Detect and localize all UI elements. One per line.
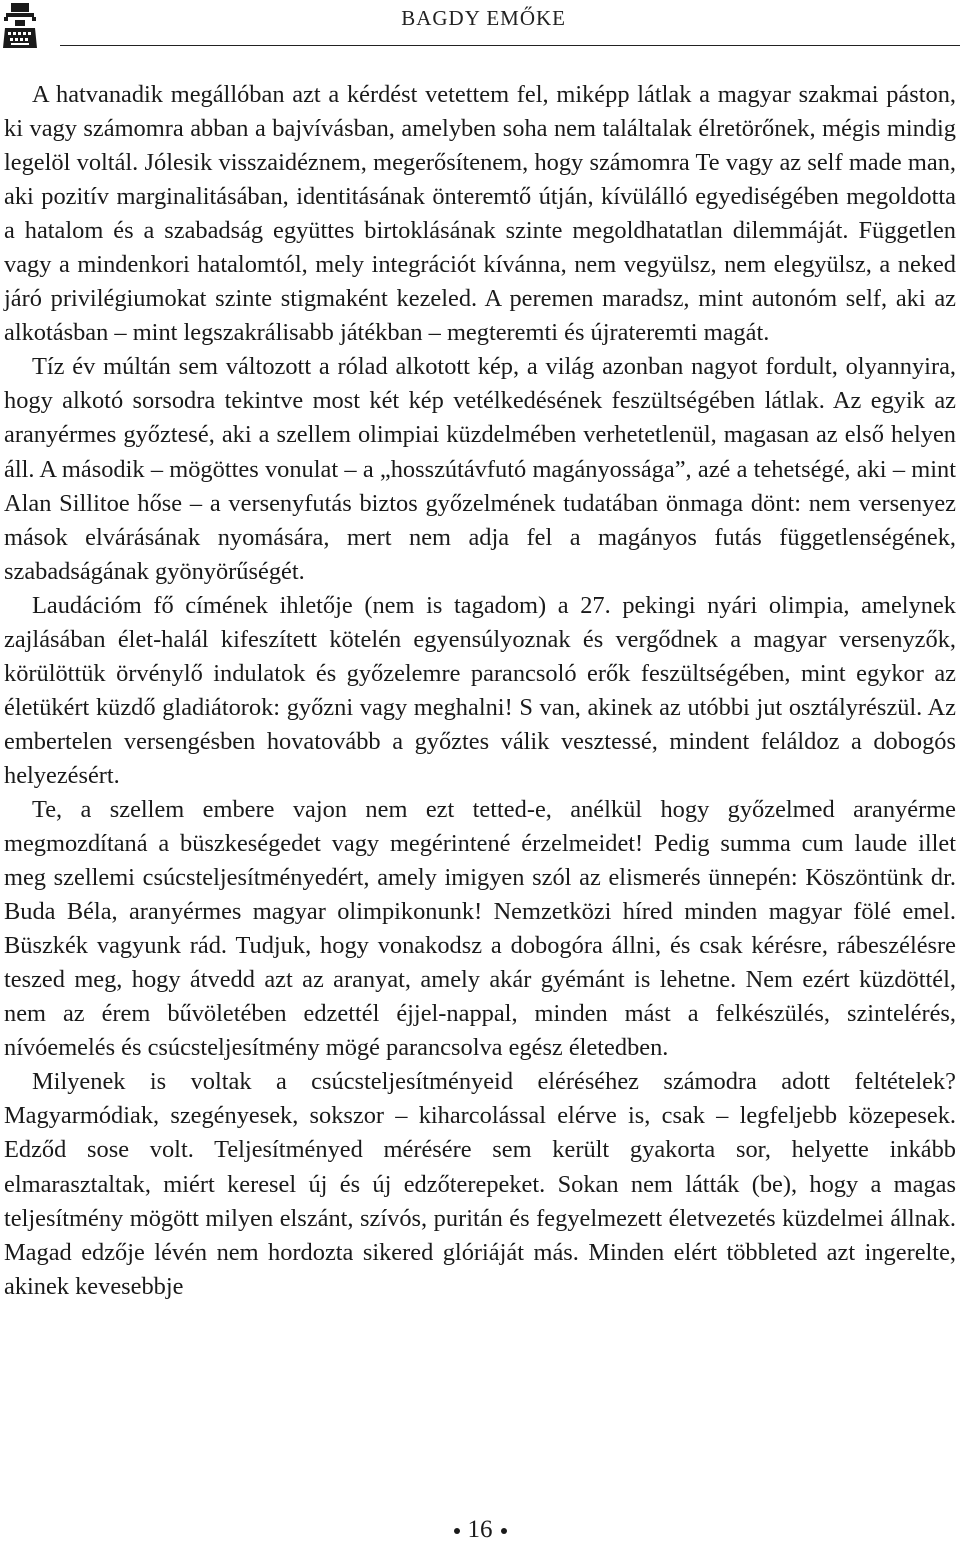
page-header — [0, 0, 960, 60]
bullet-dot-icon — [454, 1528, 460, 1534]
paragraph: A hatvanadik megállóban azt a kérdést vetettem fel, miképp látlak a magyar szakmai páston, ki vagy számomra abban a bajvívásban, amelyben soha nem találtalak élretörőnek, mégis mindig legelöl voltál. Jólesik visszaidéznem, megerősítenem, hogy számomra Te vagy az self made man, aki pozitív marginalitásában, identitásának önteremtő útján, kívülálló egyediségében megoldotta a hatalom és a szabadság együttes birtoklásának szinte megoldhatatlan dilemmáját. Független vagy a mindenkori hatalomtól, mely integrációt kívánna, nem vegyülsz, nem elegyülsz, a neked járó privilégiumokat szinte stigmaként kezeled. A peremen maradsz, mint autonóm self, aki az alkotásban – mint legszakrálisabb játékban – megteremti és újrateremti magát. — [4, 81, 956, 347]
typewriter-icon — [2, 2, 38, 52]
paragraph: Tíz év múltán sem változott a rólad alkotott kép, a világ azonban nagyot fordult, olyannyira, hogy alkotó sorsodra tekintve most két kép vetélkedésének feszültségében látlak. Az egyik az aranyérmes győztesé, aki a szellem olimpiai küzdelmében verhetetlenül, magasan az első helyen áll. A második – mögöttes vonulat – a „hosszútávfutó magányossága”, azé a tehetségé, aki – mint Alan Sillitoe hőse – a versenyfutás biztos győzelmének tudatában önmaga dönt: nem versenyez mások elvárásának nyomására, mert nem adja fel a magányos futás függetlenségének, szabadságának gyönyörűségét. — [4, 353, 956, 585]
paragraph: Laudációm fő címének ihletője (nem is tagadom) a 27. pekingi nyári olimpia, amelynek zajlásában élet-halál kifeszített kötelén egyensúlyoznak és vergődnek a magyar versenyzők, körülöttük örvénylő indulatok és győzelemre parancsoló erők feszültségében, mint egykor az életükért küzdő gladiátorok: győzni vagy meghalni! S van, akinek az utóbbi jut osztályrészül. Az embertelen versengésben hovatovább a győztes válik vesztessé, mindent feláldoz a dobogós helyezésért. — [4, 591, 956, 789]
running-header-author: BAGDY EMŐKE — [401, 6, 566, 30]
page-number — [0, 1516, 960, 1544]
bullet-dot-icon — [501, 1528, 507, 1534]
paragraph: Te, a szellem embere vajon nem ezt tetted-e, anélkül hogy győzelmed aranyérme megmozdítaná a büszkeségedet vagy megérintené érzelmeidet! Pedig summa cum laude illet meg szellemi csúcsteljesítményedért, amely imigyen szól az elismerés ünnepén: Köszöntünk dr. Buda Béla, aranyérmes magyar olimpikonunk! Nemzetközi híred minden magyar fölé emel. Büszkék vagyunk rád. Tudjuk, hogy vonakodsz a dobogóra állni, és csak kérésre, rábeszélésre teszed meg, hogy átvedd azt az aranyat, amely akár gyémánt is lehetne. Nem ezért küzdöttél, nem az érem bűvöletében edzettél éjjel-nappal, minden mást a felkészülés, szintelérés, nívóemelés és csúcsteljesítmény mögé parancsolva egész életedben. — [4, 795, 956, 1062]
page-number-value: 16 — [467, 1516, 493, 1543]
body-text — [4, 78, 956, 1304]
header-rule — [60, 45, 960, 46]
paragraph: Milyenek is voltak a csúcsteljesítményeid eléréséhez számodra adott feltételek? Magyarmódiak, szegényesek, sokszor – kiharcolással elérve is, csak – legfeljebb közepesek. Edződ sose volt. Teljesítményed mérésére sem került gyakorta sor, helyette inkább elmarasztaltak, miért keresel új és új edzőterepeket. Sokan nem látták (be), hogy a magas teljesítmény mögött milyen elszánt, szívós, puritán és fegyelmezett életvezetés küzdelmei állnak. Magad edzője lévén nem hordozta sikered glóriáját más. Minden elért többleted azt ingerelte, akinek kevesebbje — [4, 1068, 956, 1300]
